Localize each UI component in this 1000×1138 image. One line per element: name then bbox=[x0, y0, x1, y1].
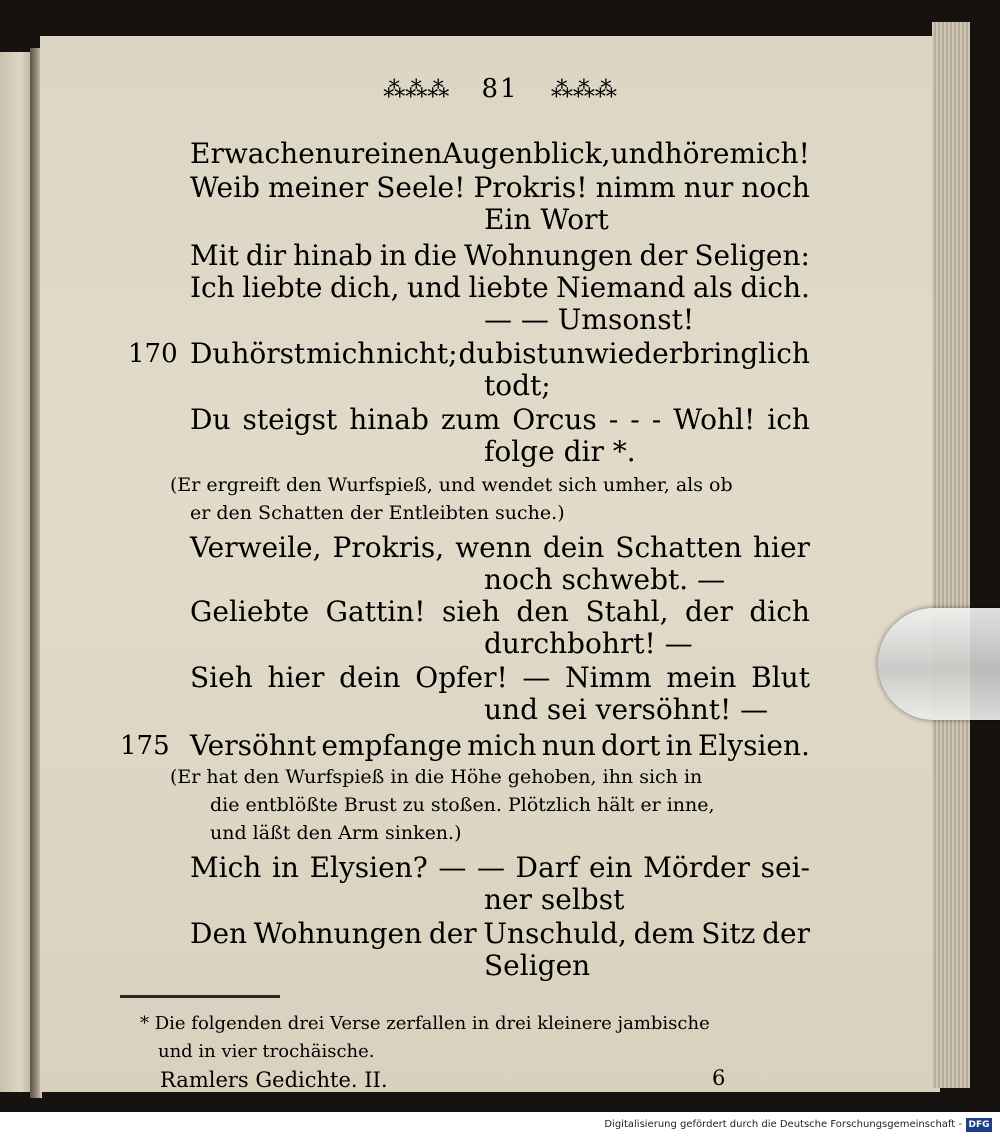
verse-line: Geliebte Gattin! sieh den Stahl, der dich bbox=[190, 595, 810, 628]
signature-title: Ramlers Gedichte. II. bbox=[160, 1068, 388, 1092]
verse-line: Ich liebte dich, und liebte Niemand als dich. bbox=[190, 271, 810, 304]
verse-line-continuation: noch schwebt. — bbox=[484, 563, 726, 596]
page-clip bbox=[878, 608, 1000, 720]
verse-line-continuation: — — Umsonst! bbox=[484, 303, 695, 336]
credit-text: Digitalisierung gefördert durch die Deutsche Forschungsgemeinschaft - bbox=[604, 1119, 962, 1130]
verse-line: Sieh hier dein Opfer! — Nimm mein Blut bbox=[190, 661, 810, 694]
verse-line: Versöhnt empfange mich nun dort in Elysien. bbox=[190, 729, 810, 762]
line-number: 170 bbox=[128, 339, 178, 369]
stage-direction: er den Schatten der Entleibten suche.) bbox=[190, 502, 565, 524]
signature-mark: 6 bbox=[712, 1066, 726, 1090]
line-number: 175 bbox=[120, 731, 170, 761]
verse-line-continuation: todt; bbox=[484, 369, 551, 402]
header-ornament-right: ⁂⁂⁂ bbox=[550, 78, 617, 103]
verse-line-continuation: und sei versöhnt! — bbox=[484, 693, 769, 726]
verse-line: Verweile, Prokris, wenn dein Schatten hier bbox=[190, 531, 810, 564]
verse-line: Weib meiner Seele! Prokris! nimm nur noch bbox=[190, 171, 810, 204]
verse-line-continuation: Seligen bbox=[484, 949, 591, 982]
footnote-line: * Die folgenden drei Verse zerfallen in drei kleinere jambische bbox=[140, 1013, 710, 1034]
header-ornament-left: ⁂⁂⁂ bbox=[383, 78, 450, 103]
stage-direction: (Er ergreift den Wurfspieß, und wendet sich umher, als ob bbox=[170, 474, 733, 496]
verse-line: Mit dir hinab in die Wohnungen der Seligen: bbox=[190, 239, 810, 272]
footnote-line: und in vier trochäische. bbox=[158, 1041, 375, 1062]
page-stack-edge bbox=[932, 22, 970, 1088]
verse-line-continuation: durchbohrt! — bbox=[484, 627, 693, 660]
dfg-logo-icon: DFG bbox=[966, 1118, 992, 1132]
page-header bbox=[0, 74, 1000, 104]
verse-line: Du steigst hinab zum Orcus - - - Wohl! ich bbox=[190, 403, 810, 436]
stage-direction: (Er hat den Wurfspieß in die Höhe gehoben, ihn sich in bbox=[170, 766, 703, 788]
footnote-rule bbox=[120, 995, 280, 998]
left-page-edge bbox=[0, 52, 34, 1092]
digitization-credit-bar bbox=[0, 1112, 1000, 1138]
stage-direction: die entblößte Brust zu stoßen. Plötzlich hält er inne, bbox=[210, 794, 715, 816]
verse-line-continuation: ner selbst bbox=[484, 883, 625, 916]
verse-line-continuation: folge dir *. bbox=[484, 435, 636, 468]
stage-direction: und läßt den Arm sinken.) bbox=[210, 822, 462, 844]
page-number: 81 bbox=[481, 74, 519, 104]
verse-line-continuation: Ein Wort bbox=[484, 203, 609, 236]
verse-line: Erwache nur einen Augenblick, und höre mich! bbox=[190, 137, 810, 170]
verse-line: Du hörst mich nicht; du bist unwiederbringlich bbox=[190, 337, 810, 370]
verse-line: Mich in Elysien? — — Darf ein Mörder sei- bbox=[190, 851, 810, 884]
verse-line: Den Wohnungen der Unschuld, dem Sitz der bbox=[190, 917, 810, 950]
